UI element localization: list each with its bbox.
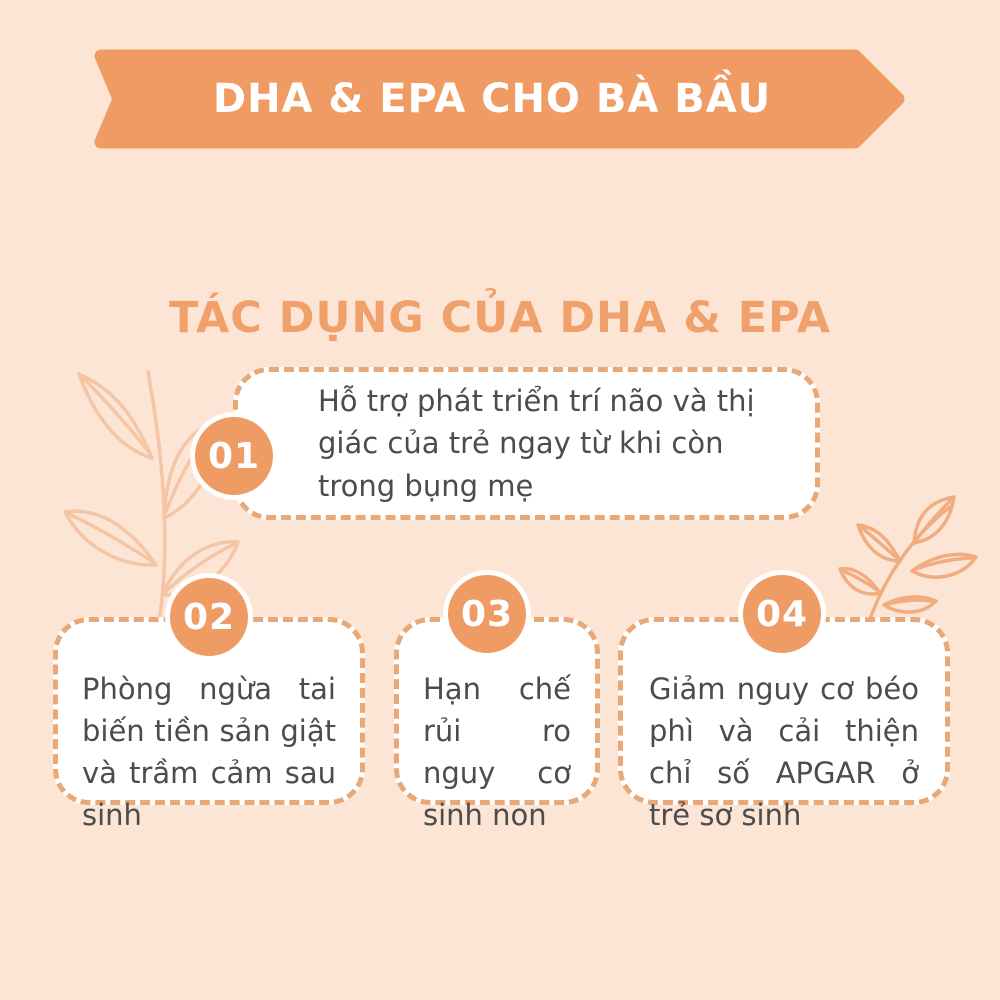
number-badge-03-label: 03: [460, 593, 514, 635]
number-badge-03: [443, 570, 531, 658]
number-badge-02-label: 02: [182, 596, 236, 638]
benefit-card-4-text: Giảm nguy cơ béo phì và cải thiện chỉ số APGAR ở trẻ sơ sinh: [649, 672, 919, 833]
header-banner: [94, 49, 906, 149]
number-badge-04: [738, 570, 826, 658]
banner-title: DHA & EPA CHO BÀ BẦU: [212, 76, 772, 122]
leaf-branch-icon: [838, 493, 996, 631]
number-badge-01-label: 01: [207, 435, 261, 477]
number-badge-02: [165, 573, 253, 661]
benefit-card-1-text: Hỗ trợ phát triển trí não và thị giác của trẻ ngay từ khi còn trong bụng mẹ: [318, 384, 755, 503]
number-badge-01: [190, 412, 278, 500]
benefit-card-3-text: Hạn chế rủi ro nguy cơ sinh non: [423, 672, 571, 833]
section-title: TÁC DỤNG CỦA DHA & EPA: [168, 293, 831, 343]
benefit-card-1: [233, 367, 820, 520]
benefit-card-2-text: Phòng ngừa tai biến tiền sản giật và trầm cảm sau sinh: [82, 672, 336, 833]
number-badge-04-label: 04: [755, 593, 809, 635]
